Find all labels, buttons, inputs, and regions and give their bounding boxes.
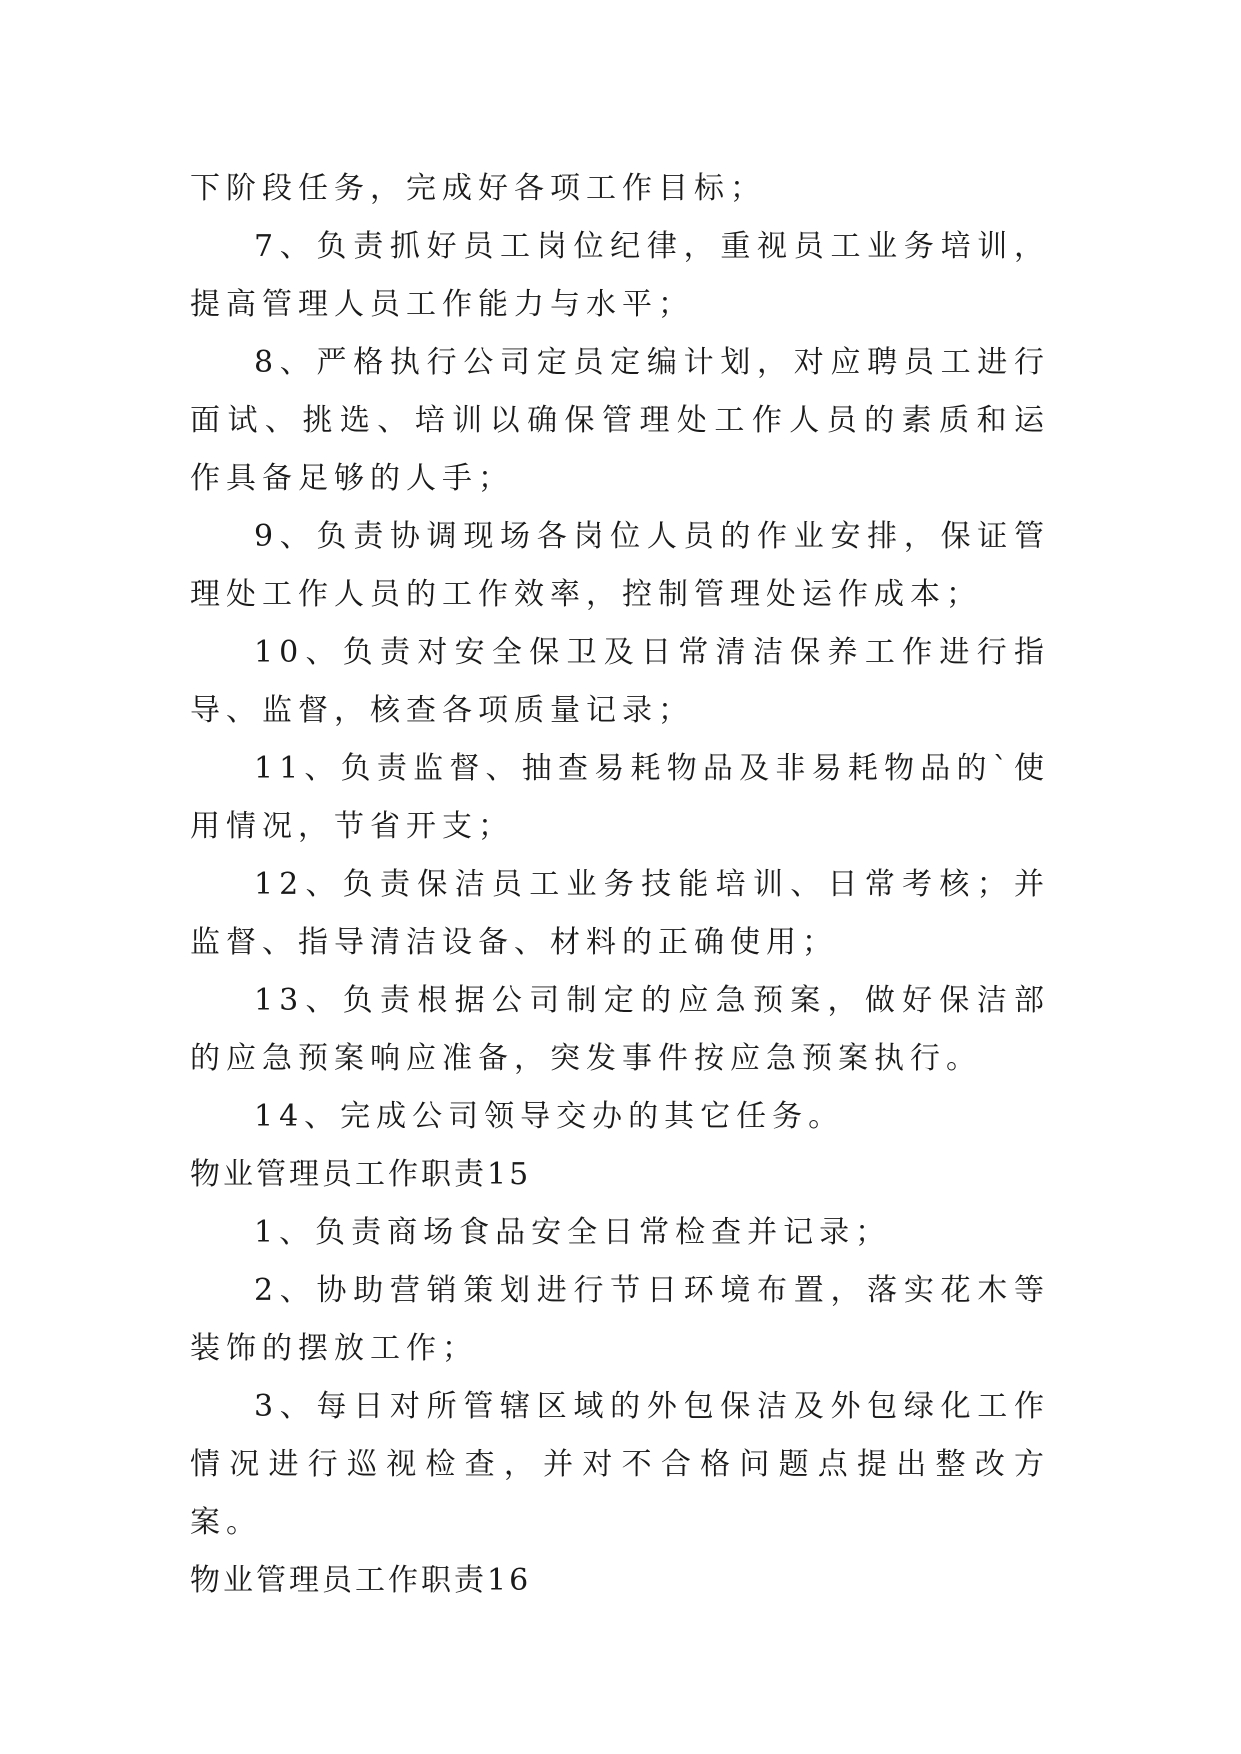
duty-item-15-1: 1、负责商场食品安全日常检查并记录； [254,1215,892,1250]
duty-item-9: 9、负责协调现场各岗位人员的作业安排，保证管理处工作人员的工作效率，控制管理处运作成本； [190,519,1050,612]
section-heading-15: 物业管理员工作职责15 [190,1157,532,1192]
duty-item-11: 11、负责监督、抽查易耗物品及非易耗物品的`使用情况，节省开支； [190,751,1050,844]
duty-item-7: 7、负责抓好员工岗位纪律，重视员工业务培训，提高管理人员工作能力与水平； [190,229,1050,322]
duty-item-10: 10、负责对安全保卫及日常清洁保养工作进行指导、监督，核查各项质量记录； [190,635,1050,728]
paragraph-continuation: 下阶段任务，完成好各项工作目标； [190,171,766,206]
document-body [190,160,1050,1610]
duty-item-15-3: 3、每日对所管辖区域的外包保洁及外包绿化工作情况进行巡视检查，并对不合格问题点提出整改方案。 [190,1389,1050,1540]
section-heading-16: 物业管理员工作职责16 [190,1563,532,1598]
duty-item-15-2: 2、协助营销策划进行节日环境布置，落实花木等装饰的摆放工作； [190,1273,1050,1366]
duty-item-13: 13、负责根据公司制定的应急预案，做好保洁部的应急预案响应准备，突发事件按应急预案执行。 [190,983,1050,1076]
duty-item-12: 12、负责保洁员工业务技能培训、日常考核；并监督、指导清洁设备、材料的正确使用； [190,867,1050,960]
duty-item-8: 8、严格执行公司定员定编计划，对应聘员工进行面试、挑选、培训以确保管理处工作人员的素质和运作具备足够的人手； [190,345,1050,496]
duty-item-14: 14、完成公司领导交办的其它任务。 [254,1099,845,1134]
